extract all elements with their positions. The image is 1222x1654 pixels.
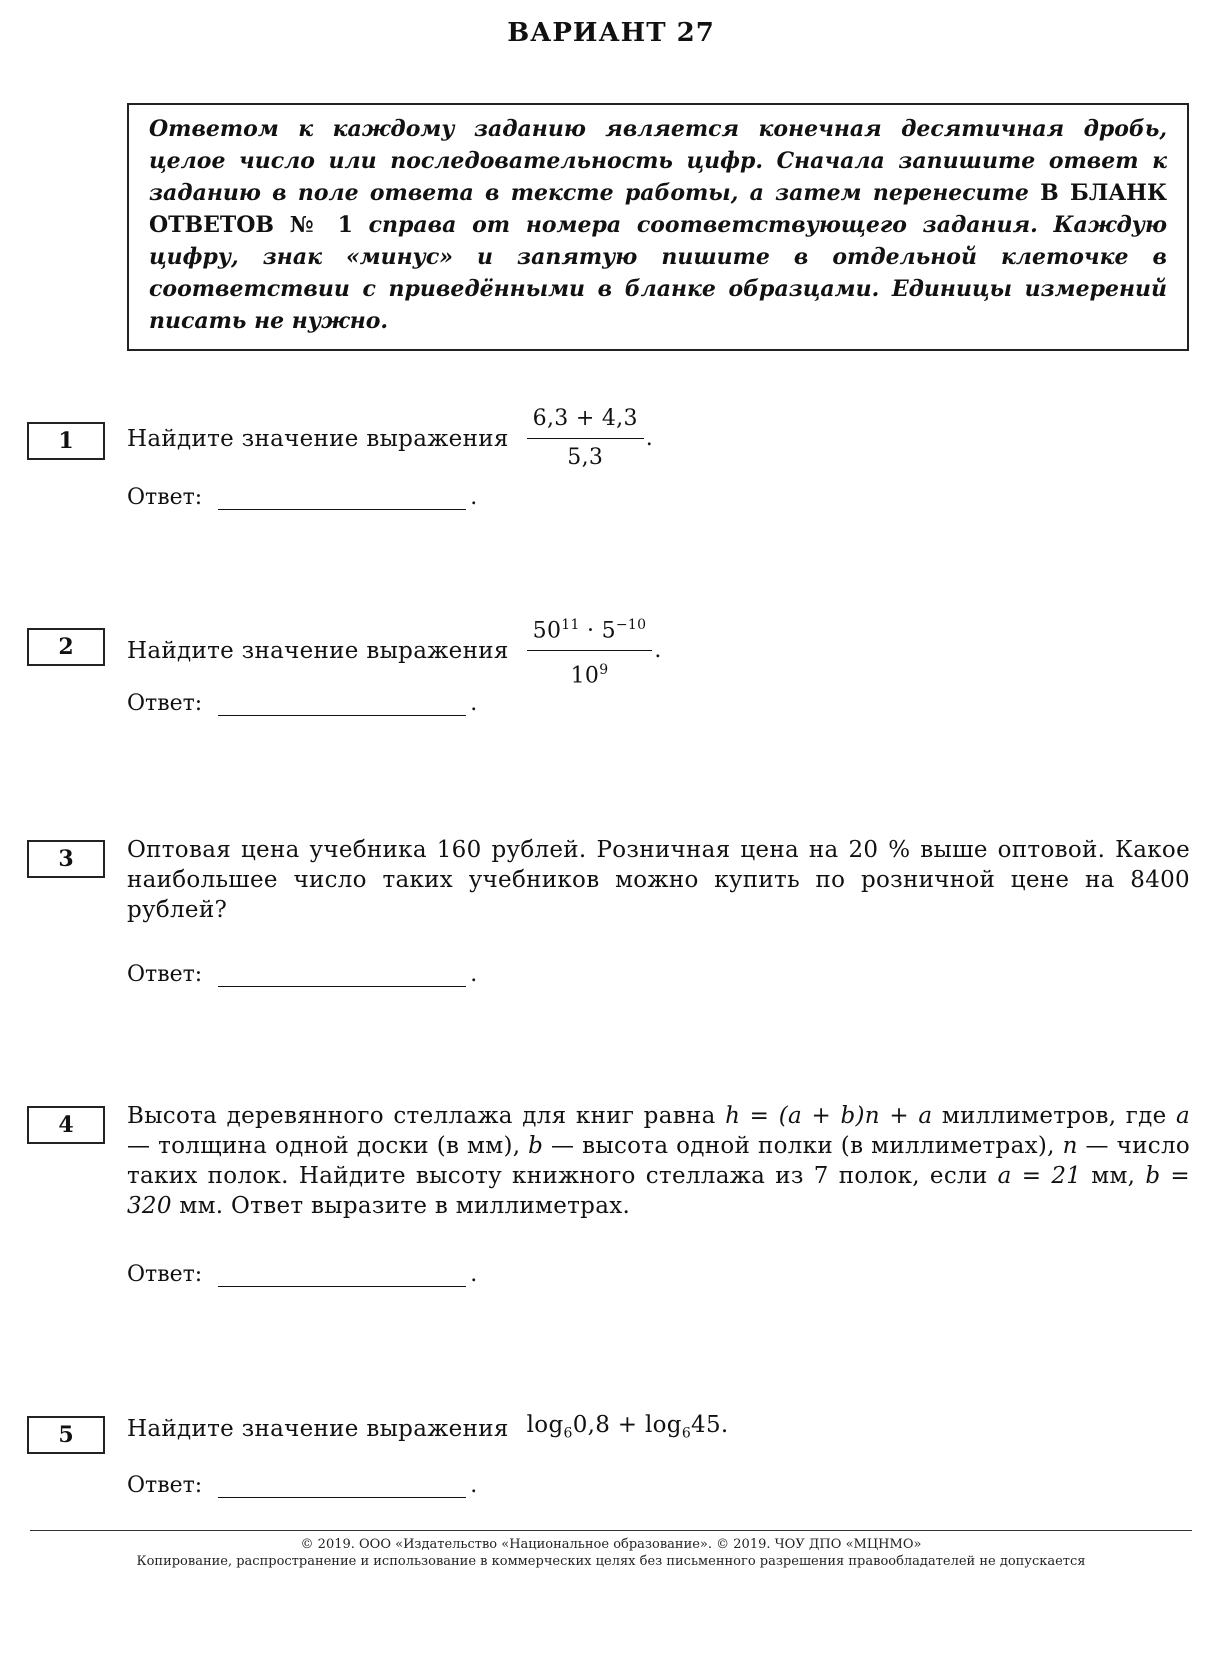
power-base: 10 <box>570 663 600 689</box>
task-number-box: 2 <box>27 628 105 666</box>
task-text-segment: — высота одной полки (в миллиметрах), <box>543 1133 1063 1159</box>
period: . <box>720 1412 729 1438</box>
task-text-segment: — число таких полок. Найдите высоту книжного стеллажа из 7 полок, если <box>127 1133 1190 1189</box>
fraction-denominator <box>565 651 615 691</box>
period: . <box>645 425 654 451</box>
fraction-denominator: 5,3 <box>567 445 604 470</box>
instructions-text-part1: Ответом к каждому заданию является конечная десятичная дробь, целое число или последовательность цифр. Сначала запишите ответ к заданию в поле ответа в тексте работы, а затем перенесите <box>149 116 1167 206</box>
task-text: Оптовая цена учебника 160 рублей. Розничная цена на 20 % выше оптовой. Какое наибольшее число таких учебников можно купить по розничной цене на 8400 рублей? <box>127 837 1190 923</box>
answer-label: Ответ: <box>127 691 203 716</box>
answer-input-line[interactable] <box>218 1268 466 1287</box>
footer-divider <box>30 1530 1192 1531</box>
variable-b: b <box>528 1133 544 1159</box>
power-exponent: 9 <box>599 662 609 679</box>
answer-input-line[interactable] <box>218 968 466 987</box>
task-prompt: Найдите значение выражения <box>127 1416 509 1443</box>
answer-label: Ответ: <box>127 962 203 987</box>
task-text <box>127 404 1190 473</box>
task-text-segment: мм, <box>1081 1163 1146 1189</box>
task-number-box: 3 <box>27 840 105 878</box>
variable-a: a <box>1176 1103 1191 1129</box>
period: . <box>654 637 662 663</box>
task-text <box>127 1101 1190 1221</box>
log-argument: 0,8 <box>572 1412 611 1438</box>
power-base: 5 <box>601 618 616 644</box>
footer <box>0 1536 1222 1570</box>
power-base: 50 <box>532 618 562 644</box>
fraction-expression <box>527 610 653 692</box>
power-exponent: 11 <box>561 617 580 633</box>
task-prompt: Найдите значение выражения <box>127 425 509 452</box>
answer-label: Ответ: <box>127 485 203 510</box>
task-text-segment: миллиметров, где <box>932 1103 1176 1129</box>
answer-input-line[interactable] <box>218 491 466 510</box>
answer-row: Ответ: . <box>127 1473 478 1498</box>
task-text-segment: — толщина одной доски (в мм), <box>127 1133 529 1159</box>
plus-sign: + <box>610 1412 645 1438</box>
answer-row: Ответ: . <box>127 691 478 716</box>
fraction-numerator <box>527 610 653 651</box>
task-number-box: 1 <box>27 422 105 460</box>
log-base: 6 <box>681 1425 692 1442</box>
answer-input-line[interactable] <box>218 1479 466 1498</box>
answer-label: Ответ: <box>127 1473 203 1498</box>
task-text-segment: мм. Ответ выразите в миллиметрах. <box>171 1193 631 1219</box>
task-text <box>127 610 1190 692</box>
footer-notice: Копирование, распространение и использование в коммерческих целях без письменного разрешения правообладателей не допускается <box>136 1554 1086 1569</box>
log-function: log <box>526 1412 564 1438</box>
log-argument: 45 <box>691 1412 721 1438</box>
answer-row: Ответ: . <box>127 1262 478 1287</box>
task-text <box>127 1410 1190 1449</box>
variable-n: n <box>1062 1133 1078 1159</box>
answer-row: Ответ: . <box>127 962 478 987</box>
task-number-box: 4 <box>27 1106 105 1144</box>
answer-input-line[interactable] <box>218 697 466 716</box>
answer-row: Ответ: . <box>127 485 478 510</box>
page-title: ВАРИАНТ 27 <box>507 18 715 48</box>
log-function: log <box>644 1412 682 1438</box>
instructions-box <box>127 103 1189 351</box>
log-base: 6 <box>563 1425 573 1442</box>
fraction-numerator: 6,3 + 4,3 <box>527 404 644 439</box>
task-text-segment: Высота деревянного стеллажа для книг равна <box>127 1103 726 1129</box>
answer-label: Ответ: <box>127 1262 203 1287</box>
task-prompt: Найдите значение выражения <box>127 637 509 664</box>
task-number-box: 5 <box>27 1416 105 1454</box>
condition-a: a = 21 <box>997 1163 1082 1189</box>
formula: h = (a + b)n + a <box>725 1103 933 1129</box>
footer-copyright: © 2019. ООО «Издательство «Национальное образование». © 2019. ЧОУ ДПО «МЦНМО» <box>300 1537 922 1552</box>
fraction-expression <box>527 404 644 473</box>
instructions-text-part2: справа от номера соответствующего задания. Каждую цифру, знак «минус» и запятую пишите в отдельной клеточке в соответствии с приведёнными в бланке образцами. Единицы измерений писать не нужно. <box>149 212 1167 334</box>
power-exponent: −10 <box>615 617 647 633</box>
log-expression <box>527 1410 729 1449</box>
multiply-dot: · <box>579 618 602 644</box>
instructions-emphasis: В БЛАНК ОТВЕТОВ № 1 <box>149 180 1167 238</box>
condition-b: b = 320 <box>127 1163 1190 1219</box>
